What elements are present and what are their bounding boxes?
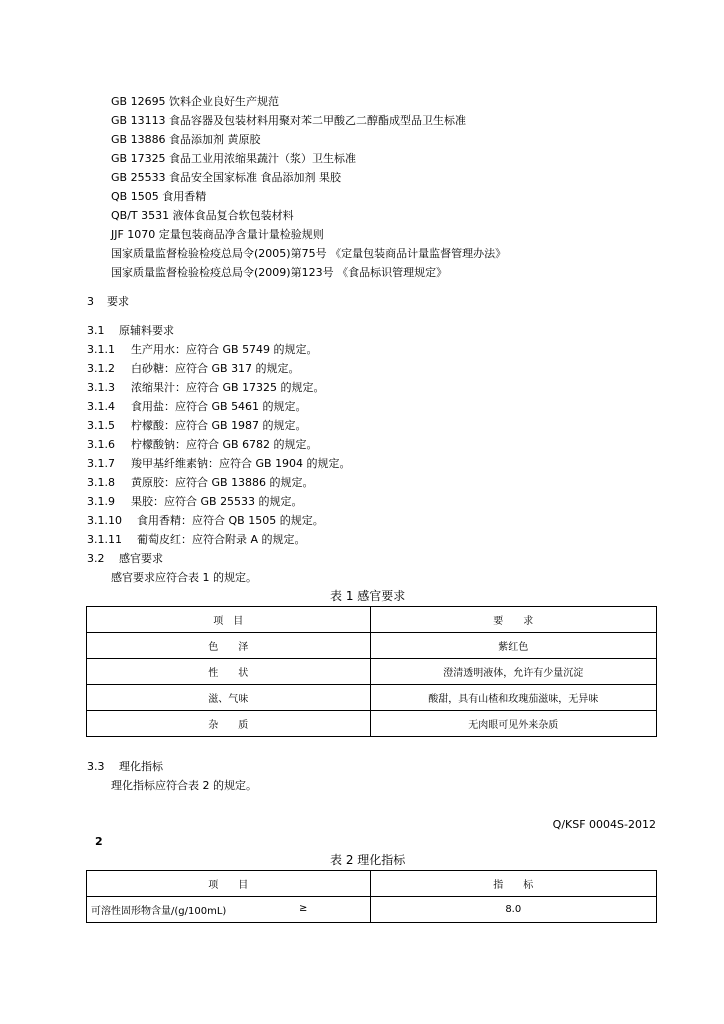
clause-number: 3.1.8 [87,476,115,489]
section-number: 3 [87,295,94,308]
table-cell: 杂 质 [87,711,371,737]
clause-text: 生产用水：应符合 GB 5749 的规定。 [131,343,318,356]
table-cell: 8.0 [370,897,656,923]
reference-item: QB/T 3531 液体食品复合软包装材料 [111,209,294,222]
clause-number: 3.1.9 [87,495,115,508]
clause-number: 3.1.3 [87,381,115,394]
table-header-cell: 项 目 [87,607,371,633]
clause-text: 果胶：应符合 GB 25533 的规定。 [131,495,303,508]
clause-text: 白砂糖：应符合 GB 317 的规定。 [131,362,300,375]
clause-text: 柠檬酸：应符合 GB 1987 的规定。 [131,419,307,432]
table-row [87,897,657,923]
clause-text: 黄原胶：应符合 GB 13886 的规定。 [131,476,314,489]
clause-number: 3.1.1 [87,343,115,356]
table-row [87,711,657,737]
table-header-cell: 要 求 [370,607,657,633]
reference-item: QB 1505 食用香精 [111,190,207,203]
clause-text: 浓缩果汁：应符合 GB 17325 的规定。 [131,381,325,394]
document-code: Q/KSF 0004S-2012 [552,818,656,831]
physicochemical-table [86,870,657,923]
table-cell: 酸甜，具有山楂和玫瑰茄滋味，无异味 [370,685,657,711]
table-header-row [87,871,657,897]
table-caption: 表 1 感官要求 [330,589,406,603]
section-body: 理化指标应符合表 2 的规定。 [111,779,257,792]
item-label: 可溶性固形物含量/(g/100mL) [91,906,227,917]
reference-item: 国家质量监督检验检疫总局令(2009)第123号 《食品标识管理规定》 [111,266,448,279]
reference-item: GB 17325 食品工业用浓缩果蔬汁（浆）卫生标准 [111,152,357,165]
clause-number: 3.1.10 [87,514,122,527]
clause-number: 3.1.5 [87,419,115,432]
section-title: 感官要求 [119,552,163,565]
clause-number: 3.1.11 [87,533,122,546]
table-row [87,659,657,685]
clause-text: 柠檬酸钠：应符合 GB 6782 的规定。 [131,438,318,451]
section-title: 理化指标 [119,760,163,773]
clause-text: 羧甲基纤维素钠：应符合 GB 1904 的规定。 [131,457,351,470]
section-number: 3.3 [87,760,105,773]
clause-number: 3.1.2 [87,362,115,375]
reference-item: GB 13886 食品添加剂 黄原胶 [111,133,261,146]
clause-number: 3.1.4 [87,400,115,413]
table-cell: 性 状 [87,659,371,685]
section-number: 3.2 [87,552,105,565]
section-title: 要求 [107,295,129,308]
clause-number: 3.1.6 [87,438,115,451]
table-row [87,685,657,711]
reference-item: GB 13113 食品容器及包装材料用聚对苯二甲酸乙二醇酯成型品卫生标准 [111,114,467,127]
table-header-cell: 指 标 [370,871,656,897]
section-body: 感官要求应符合表 1 的规定。 [111,571,257,584]
table-cell [87,897,371,923]
table-caption: 表 2 理化指标 [330,853,406,867]
section-title: 原辅料要求 [119,324,174,337]
clause-text: 食用香精：应符合 QB 1505 的规定。 [137,514,324,527]
reference-item: GB 25533 食品安全国家标准 食品添加剂 果胶 [111,171,342,184]
clause-text: 葡萄皮红：应符合附录 A 的规定。 [137,533,306,546]
sensory-table [86,606,657,737]
table-cell: 无肉眼可见外来杂质 [370,711,657,737]
reference-item: JJF 1070 定量包装商品净含量计量检验规则 [111,228,324,241]
reference-item: 国家质量监督检验检疫总局令(2005)第75号 《定量包装商品计量监督管理办法》 [111,247,507,260]
page-number: 2 [95,835,103,848]
table-cell: 滋、气味 [87,685,371,711]
table-header-cell: 项 目 [87,871,371,897]
clause-number: 3.1.7 [87,457,115,470]
clause-text: 食用盐：应符合 GB 5461 的规定。 [131,400,307,413]
comparison-operator: ≥ [299,903,308,914]
table-cell: 澄清透明液体，允许有少量沉淀 [370,659,657,685]
table-row [87,633,657,659]
table-cell: 紫红色 [370,633,657,659]
table-header-row [87,607,657,633]
table-cell: 色 泽 [87,633,371,659]
section-number: 3.1 [87,324,105,337]
reference-item: GB 12695 饮料企业良好生产规范 [111,95,280,108]
